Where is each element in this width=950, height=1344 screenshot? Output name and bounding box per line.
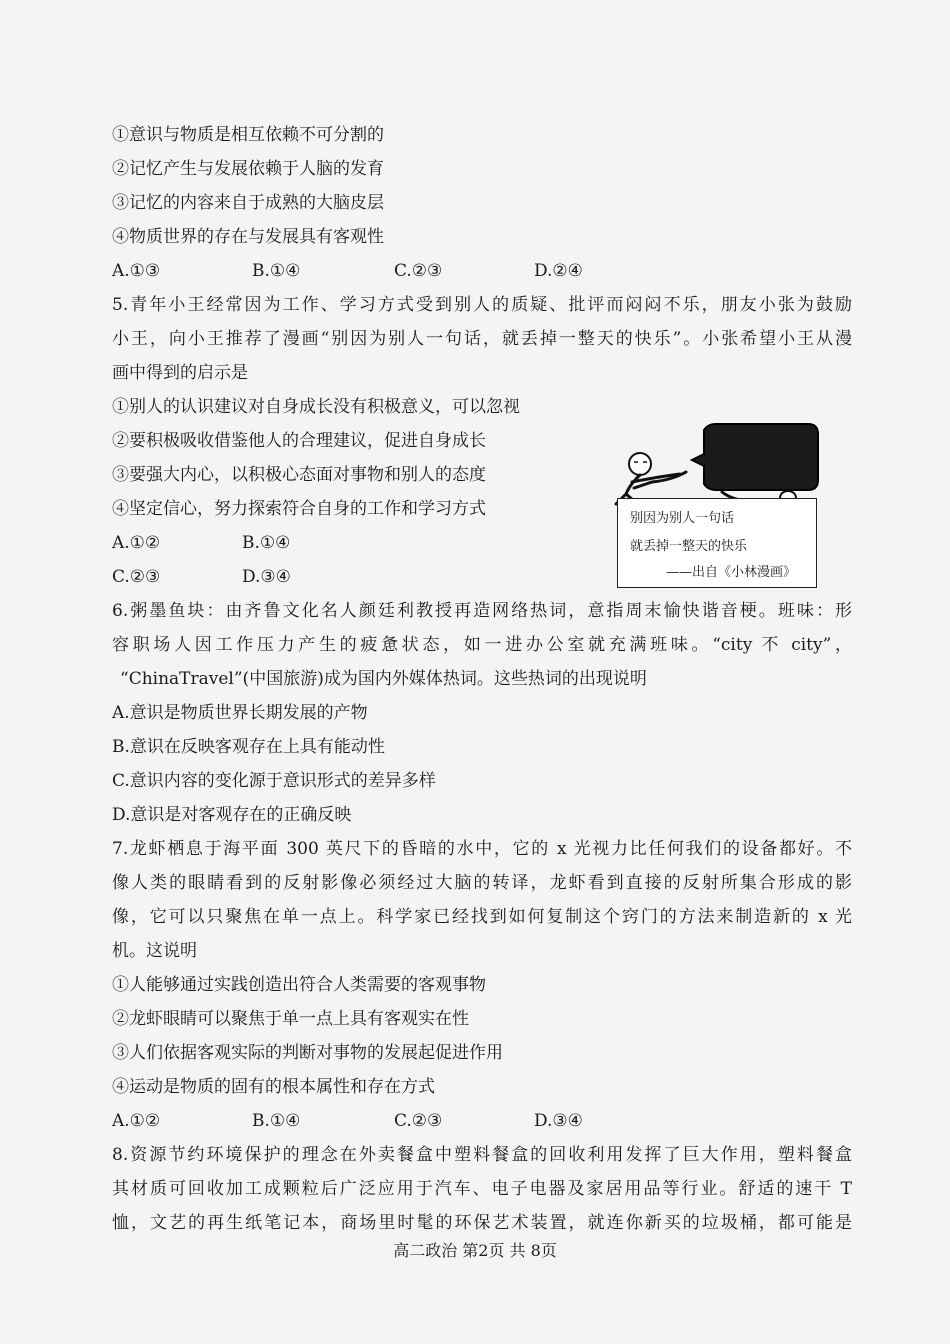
q5-option-b: B.①④ (242, 533, 291, 553)
q7-option-c: C.②③ (394, 1111, 443, 1131)
q7-option-d: D.③④ (534, 1111, 583, 1131)
q4-item-3: ③记忆的内容来自于成熟的大脑皮层 (112, 193, 384, 213)
q8-stem-1: 8.资源节约环境保护的理念在外卖餐盒中塑料餐盒的回收利用发挥了巨大作用，塑料餐盒 (112, 1145, 852, 1165)
left-figure-head (629, 453, 651, 475)
q4-item-2: ②记忆产生与发展依赖于人脑的发育 (112, 159, 384, 179)
q4-option-d: D.②④ (534, 261, 583, 281)
q7-item-3: ③人们依据客观实际的判断对事物的发展起促进作用 (112, 1043, 503, 1063)
q7-item-1: ①人能够通过实践创造出符合人类需要的客观事物 (112, 975, 486, 995)
q7-option-b: B.①④ (252, 1111, 301, 1131)
q4-item-4: ④物质世界的存在与发展具有客观性 (112, 227, 384, 247)
page-footer: 高二政治 第2页 共 8页 (393, 1241, 557, 1260)
caption-source: ——出自《小林漫画》 (666, 565, 797, 580)
q5-item-2: ②要积极吸收借鉴他人的合理建议，促进自身成长 (112, 431, 486, 451)
q6-stem-2: 容职场人因工作压力产生的疲惫状态，如一进办公室就充满班味。“city 不 city”， (112, 635, 852, 655)
q5-options-row1 (112, 532, 412, 554)
q5-option-c: C.②③ (112, 567, 161, 587)
q7-options (112, 1110, 712, 1132)
q6-stem-3: “ChinaTravel”(中国旅游)成为国内外媒体热词。这些热词的出现说明 (120, 669, 647, 689)
q8-stem-3: 恤，文艺的再生纸笔记本，商场里时髦的环保艺术装置，就连你新买的垃圾桶，都可能是 (112, 1213, 852, 1233)
caption-line-2: 就丢掉一整天的快乐 (630, 539, 748, 554)
q5-stem-1: 5.青年小王经常因为工作、学习方式受到别人的质疑、批评而闷闷不乐，朋友小张为鼓励 (112, 295, 852, 315)
q4-option-a: A.①③ (112, 261, 161, 281)
q7-stem-1: 7.龙虾栖息于海平面 300 英尺下的昏暗的水中，它的 x 光视力比任何我们的设备都好。不 (112, 839, 852, 859)
q4-option-c: C.②③ (394, 261, 443, 281)
q5-item-1: ①别人的认识建议对自身成长没有积极意义，可以忽视 (112, 397, 520, 417)
caption-line-1: 别因为别人一句话 (630, 511, 735, 526)
q4-item-1: ①意识与物质是相互依赖不可分割的 (112, 125, 384, 145)
q5-stem-3: 画中得到的启示是 (112, 363, 248, 383)
q5-item-3: ③要强大内心，以积极心态面对事物和别人的态度 (112, 465, 486, 485)
q7-option-a: A.①② (112, 1111, 161, 1131)
q5-stem-2: 小王，向小王推荐了漫画“别因为别人一句话，就丢掉一整天的快乐”。小张希望小王从漫 (112, 329, 852, 349)
q6-stem-1: 6.粥墨鱼块：由齐鲁文化名人颜廷利教授再造网络热词，意指周末愉快谐音梗。班味：形 (112, 601, 852, 621)
q6-choice-b: B.意识在反映客观存在上具有能动性 (112, 737, 385, 757)
q5-option-d: D.③④ (242, 567, 291, 587)
q7-stem-3: 像，它可以只聚焦在单一点上。科学家已经找到如何复制这个窍门的方法来制造新的 x 光 (112, 907, 852, 927)
q6-choice-a: A.意识是物质世界长期发展的产物 (112, 703, 368, 723)
q8-stem-2: 其材质可回收加工成颗粒后广泛应用于汽车、电子电器及家居用品等行业。舒适的速干 T (112, 1179, 852, 1199)
q7-stem-2: 像人类的眼睛看到的反射影像必须经过大脑的转译，龙虾看到直接的反射所集合形成的影 (112, 873, 852, 893)
q5-option-a: A.①② (112, 533, 161, 553)
q4-option-b: B.①④ (252, 261, 301, 281)
cartoon-caption (617, 498, 817, 588)
q7-stem-4: 机。这说明 (112, 941, 197, 961)
q5-item-4: ④坚定信心，努力探索符合自身的工作和学习方式 (112, 499, 486, 519)
q6-choice-c: C.意识内容的变化源于意识形式的差异多样 (112, 771, 436, 791)
q5-options-row2 (112, 566, 412, 588)
q4-options (112, 260, 712, 282)
q7-item-2: ②龙虾眼睛可以聚焦于单一点上具有客观实在性 (112, 1009, 469, 1029)
q6-choice-d: D.意识是对客观存在的正确反映 (112, 805, 352, 825)
speech-bubble (692, 424, 818, 490)
q7-item-4: ④运动是物质的固有的根本属性和存在方式 (112, 1077, 435, 1097)
